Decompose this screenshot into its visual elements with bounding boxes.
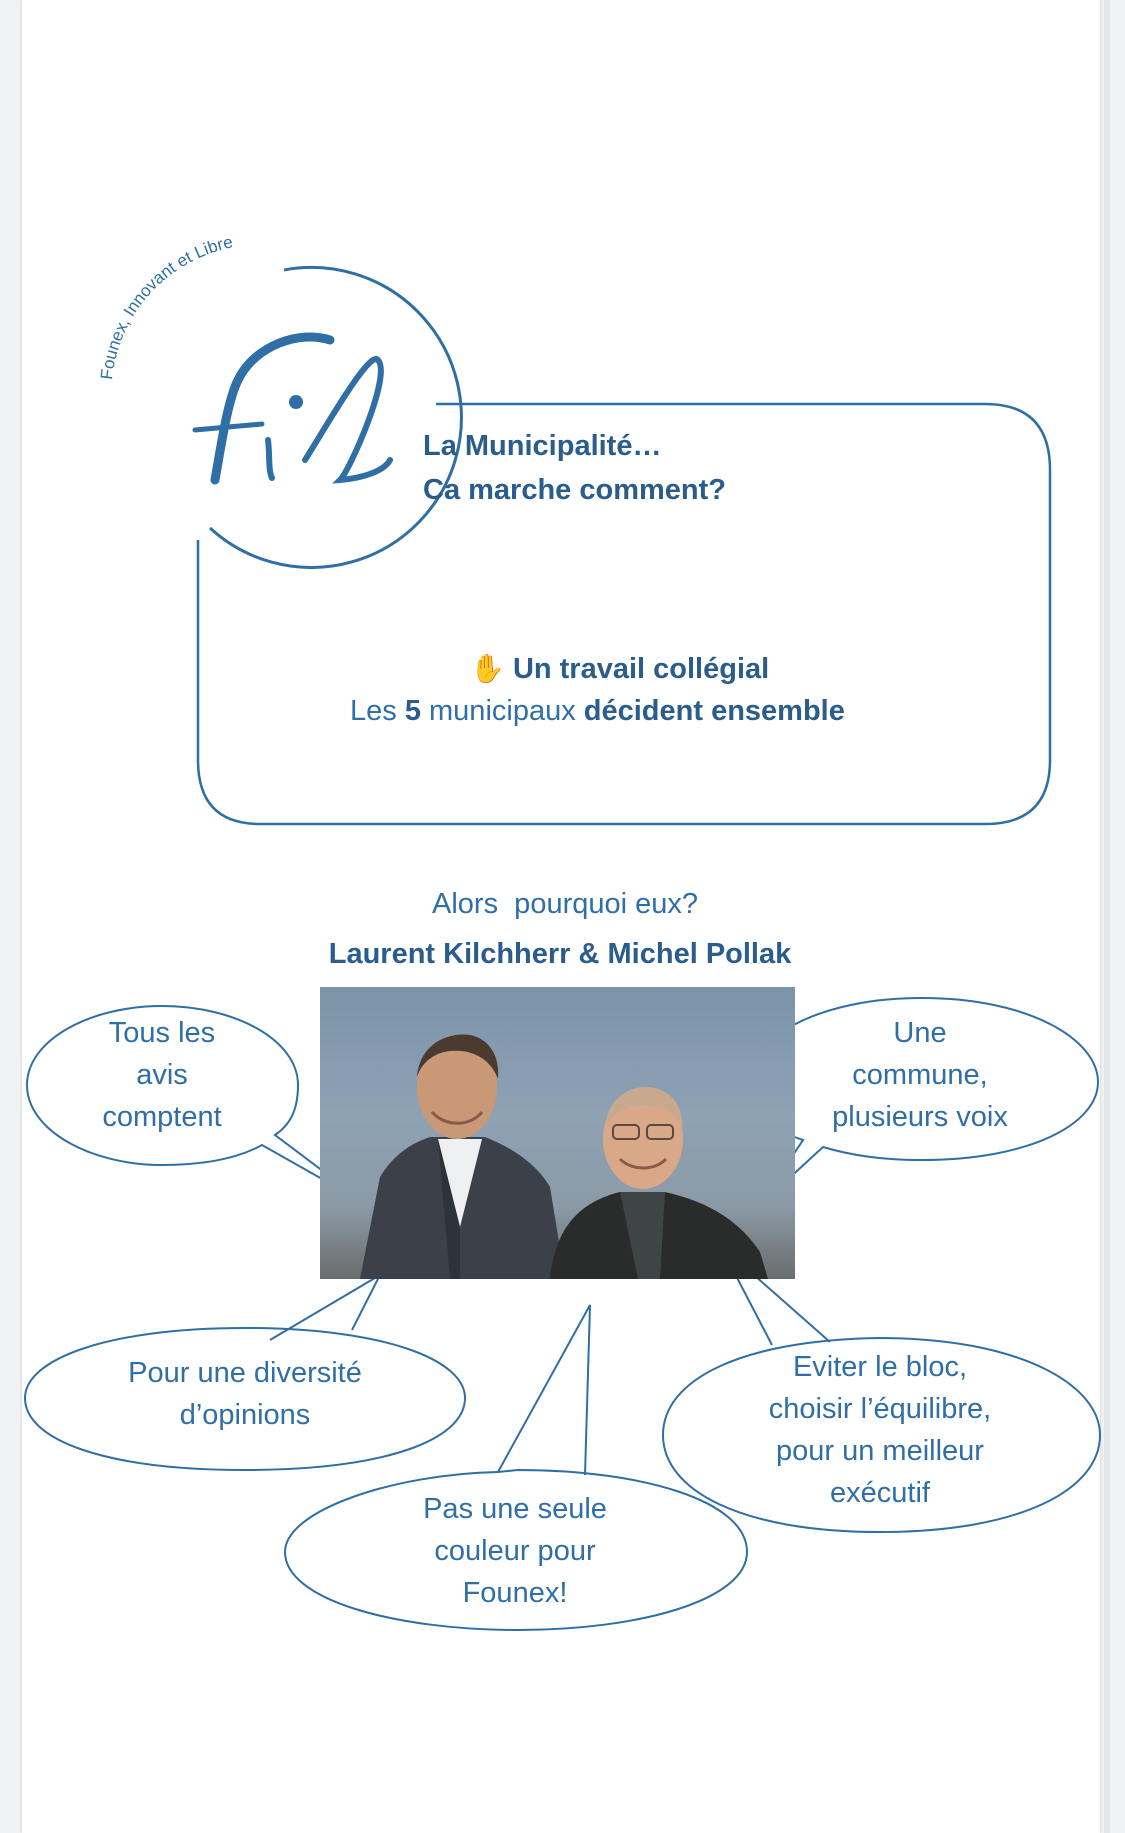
bubble-middle-left-text: Pour une diversité d’opinions: [128, 1357, 362, 1431]
candidates-names: Laurent Kilchherr & Michel Pollak: [328, 938, 792, 970]
intro-line-mid: municipaux: [420, 695, 584, 727]
subtitle-text: Un travail collégial: [512, 653, 770, 685]
question-text: Alors pourquoi eux?: [432, 888, 698, 920]
logo-ring: [210, 267, 461, 567]
intro-line: [350, 695, 950, 728]
intro-box-border: [198, 404, 1050, 824]
intro-title-line-2: Ca marche comment?: [423, 474, 726, 506]
bubble-bottom-center-text: Pas une seule couleur pour Founex!: [423, 1493, 607, 1609]
intro-subtitle: [470, 653, 890, 686]
photo-illustration: [320, 987, 795, 1279]
intro-line-number: 5: [404, 695, 421, 727]
handshake-icon: ✋: [470, 653, 505, 684]
bubble-top-left-text: Tous les avis comptent: [102, 1017, 222, 1133]
intro-title-line-1: La Municipalité…: [423, 430, 662, 462]
intro-line-prefix: Les: [350, 695, 405, 727]
logo-fil-dot: [289, 395, 303, 409]
logo-fil-mark: [195, 337, 390, 480]
intro-line-bold: décident ensemble: [583, 695, 845, 727]
bubble-bottom-right-text: Eviter le bloc, choisir l’équilibre, pour un meilleur exécutif: [768, 1351, 992, 1509]
logo: [97, 232, 461, 567]
bubble-top-right-text: Une commune, plusieurs voix: [832, 1017, 1008, 1133]
candidates-photo: [320, 987, 795, 1279]
logo-arc-text: Founex, Innovant et Libre: [97, 232, 235, 381]
